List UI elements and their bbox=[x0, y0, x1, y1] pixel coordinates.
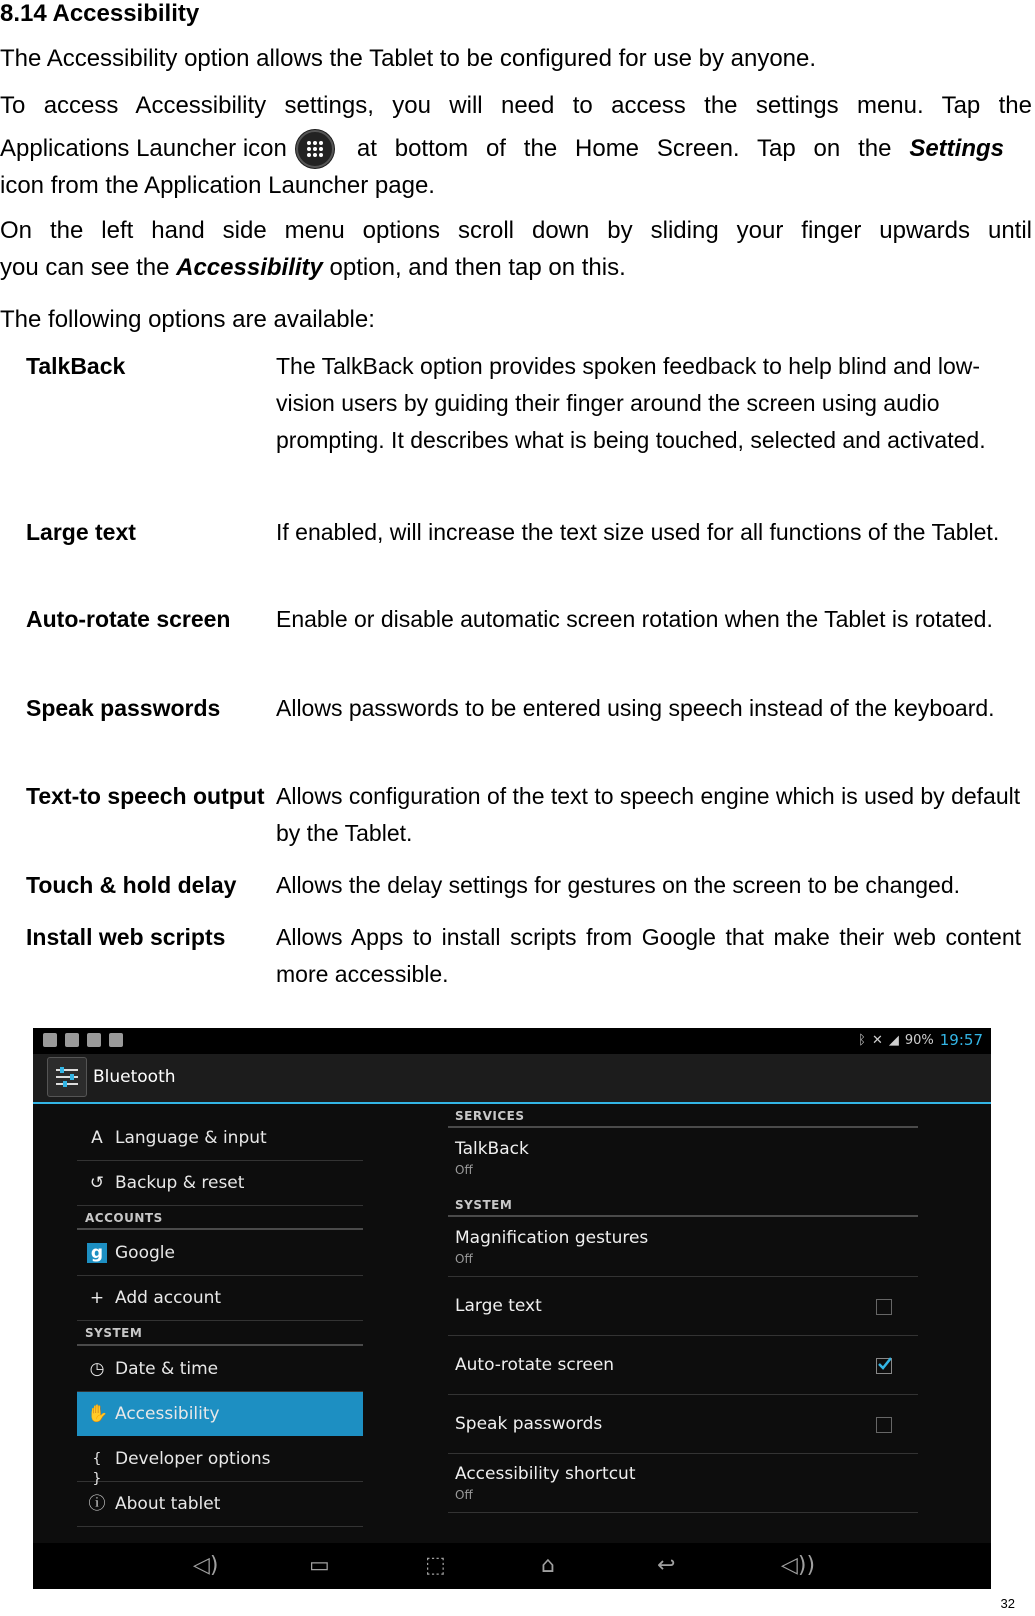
volume-down-icon[interactable]: ◁) bbox=[193, 1553, 219, 1578]
divider bbox=[77, 1344, 363, 1346]
system-header: SYSTEM bbox=[455, 1198, 513, 1212]
auto-rotate-setting[interactable] bbox=[448, 1336, 918, 1395]
status-bar bbox=[33, 1028, 991, 1054]
wifi-icon: ◢ bbox=[888, 1032, 899, 1048]
sidebar-item-developer[interactable] bbox=[77, 1437, 363, 1487]
para3-text-b: option, and then tap on this. bbox=[329, 254, 626, 281]
sidebar-item-google[interactable] bbox=[77, 1231, 363, 1276]
options-intro: The following options are available: bbox=[0, 306, 375, 333]
setting-summary: Off bbox=[455, 1163, 473, 1177]
clock: 19:57 bbox=[939, 1031, 983, 1049]
accessibility-emphasis: Accessibility bbox=[176, 254, 323, 281]
setting-summary: Off bbox=[455, 1252, 473, 1266]
braces-icon: { } bbox=[92, 1451, 102, 1487]
hand-icon: ✋ bbox=[87, 1404, 109, 1424]
setting-title: Auto-rotate screen bbox=[455, 1355, 615, 1375]
mail-icon bbox=[87, 1033, 101, 1047]
navigation-bar bbox=[33, 1543, 991, 1589]
page-number: 32 bbox=[1000, 1596, 1015, 1611]
accessibility-pane bbox=[448, 1104, 918, 1574]
shortcut-setting[interactable] bbox=[448, 1454, 918, 1513]
backup-icon: ↺ bbox=[89, 1173, 105, 1193]
notification-icon bbox=[43, 1033, 57, 1047]
sidebar-item-label: About tablet bbox=[115, 1494, 221, 1514]
option-term: Auto-rotate screen bbox=[26, 606, 231, 632]
action-bar-title: Bluetooth bbox=[93, 1067, 176, 1087]
sidebar-item-label: Language & input bbox=[115, 1128, 267, 1148]
sidebar-item-label: Add account bbox=[115, 1288, 222, 1308]
sidebar-item-backup[interactable] bbox=[77, 1161, 363, 1206]
home-icon[interactable]: ⌂ bbox=[541, 1553, 555, 1578]
magnification-setting[interactable] bbox=[448, 1218, 918, 1277]
option-desc: Allows configuration of the text to speech engine which is used by default by the Tablet. bbox=[276, 783, 1021, 846]
bluetooth-icon: ᛒ bbox=[858, 1032, 866, 1048]
sidebar-item-accessibility[interactable] bbox=[77, 1392, 363, 1436]
volume-up-icon[interactable]: ◁)) bbox=[781, 1553, 816, 1578]
back-icon[interactable]: ↩ bbox=[657, 1553, 676, 1578]
talkback-setting[interactable] bbox=[448, 1129, 918, 1184]
para2-text-b: at bottom of the Home Screen. Tap on the bbox=[356, 135, 892, 162]
option-term: Speak passwords bbox=[26, 695, 221, 721]
apps-launcher-icon bbox=[295, 129, 335, 169]
para3-text-a: you can see the bbox=[0, 254, 170, 281]
large-text-setting[interactable] bbox=[448, 1277, 918, 1336]
sidebar-item-label: Developer options bbox=[115, 1449, 271, 1469]
para2-line1: To access Accessibility settings, you will need to access the settings menu. Tap the bbox=[0, 92, 1032, 119]
tablet-screenshot bbox=[33, 1028, 991, 1589]
option-desc: Allows the delay settings for gestures on the screen to be changed. bbox=[276, 872, 961, 898]
mute-icon: ✕ bbox=[871, 1032, 883, 1048]
setting-title: Accessibility shortcut bbox=[455, 1464, 636, 1484]
divider bbox=[77, 1228, 363, 1230]
para3-line2 bbox=[0, 249, 1032, 287]
option-desc: Allows Apps to install scripts from Google that make their web content more accessible. bbox=[276, 924, 1021, 987]
image-icon bbox=[65, 1033, 79, 1047]
setting-title: Large text bbox=[455, 1296, 542, 1316]
option-desc: Allows passwords to be entered using speech instead of the keyboard. bbox=[276, 695, 995, 721]
sidebar-item-label: Backup & reset bbox=[115, 1173, 245, 1193]
sidebar-item-label: Date & time bbox=[115, 1359, 219, 1379]
settings-emphasis: Settings bbox=[909, 135, 1004, 162]
accounts-header: ACCOUNTS bbox=[85, 1211, 163, 1225]
check-icon bbox=[877, 1357, 891, 1371]
screenshot-icon[interactable]: ▭ bbox=[309, 1553, 330, 1578]
info-icon: ⓘ bbox=[88, 1494, 106, 1514]
settings-left-pane bbox=[77, 1104, 363, 1574]
option-term: Install web scripts bbox=[26, 924, 226, 950]
battery-level: 90% bbox=[904, 1032, 934, 1048]
clock-icon: ◷ bbox=[89, 1359, 105, 1379]
option-term: TalkBack bbox=[26, 353, 126, 379]
setting-title: Magnification gestures bbox=[455, 1228, 649, 1248]
google-icon: g bbox=[87, 1243, 107, 1263]
system-header: SYSTEM bbox=[85, 1326, 143, 1340]
store-icon bbox=[109, 1033, 123, 1047]
action-bar bbox=[33, 1054, 991, 1104]
settings-icon[interactable] bbox=[47, 1057, 87, 1097]
speak-passwords-checkbox[interactable] bbox=[876, 1417, 892, 1433]
capture-icon[interactable]: ⬚ bbox=[425, 1553, 446, 1578]
auto-rotate-checkbox[interactable] bbox=[876, 1358, 892, 1374]
option-term: Text-to speech output bbox=[26, 783, 265, 809]
setting-title: Speak passwords bbox=[455, 1414, 603, 1434]
add-icon: + bbox=[89, 1288, 105, 1308]
setting-title: TalkBack bbox=[455, 1139, 529, 1159]
para3-line1: On the left hand side menu options scroll down by sliding your finger upwards until bbox=[0, 217, 1032, 244]
sidebar-item-add-account[interactable] bbox=[77, 1276, 363, 1321]
sidebar-item-about[interactable] bbox=[77, 1482, 363, 1527]
setting-summary: Off bbox=[455, 1488, 473, 1502]
sidebar-item-date-time[interactable] bbox=[77, 1347, 363, 1392]
sidebar-item-language[interactable] bbox=[77, 1116, 363, 1161]
large-text-checkbox[interactable] bbox=[876, 1299, 892, 1315]
language-icon: A bbox=[91, 1128, 103, 1148]
section-heading: 8.14 Accessibility bbox=[0, 0, 200, 27]
intro-paragraph: The Accessibility option allows the Tablet to be configured for use by anyone. bbox=[0, 45, 817, 72]
option-desc: The TalkBack option provides spoken feedback to help blind and low-vision users by guiding their finger around the screen using audio prompting. It describes what is being touched, selected and activated. bbox=[276, 353, 986, 453]
para2-text-a: Applications Launcher icon bbox=[0, 135, 287, 162]
option-term: Large text bbox=[26, 519, 136, 545]
divider bbox=[448, 1126, 918, 1128]
option-desc: If enabled, will increase the text size used for all functions of the Tablet. bbox=[276, 519, 1000, 545]
para2-line3: icon from the Application Launcher page. bbox=[0, 172, 435, 199]
speak-passwords-setting[interactable] bbox=[448, 1395, 918, 1454]
option-desc: Enable or disable automatic screen rotation when the Tablet is rotated. bbox=[276, 606, 993, 632]
option-term: Touch & hold delay bbox=[26, 872, 237, 898]
services-header: SERVICES bbox=[455, 1109, 525, 1123]
sidebar-item-label: Google bbox=[115, 1243, 175, 1263]
para2-line2 bbox=[0, 129, 1004, 169]
divider bbox=[448, 1215, 918, 1217]
sidebar-item-label: Accessibility bbox=[115, 1404, 220, 1424]
